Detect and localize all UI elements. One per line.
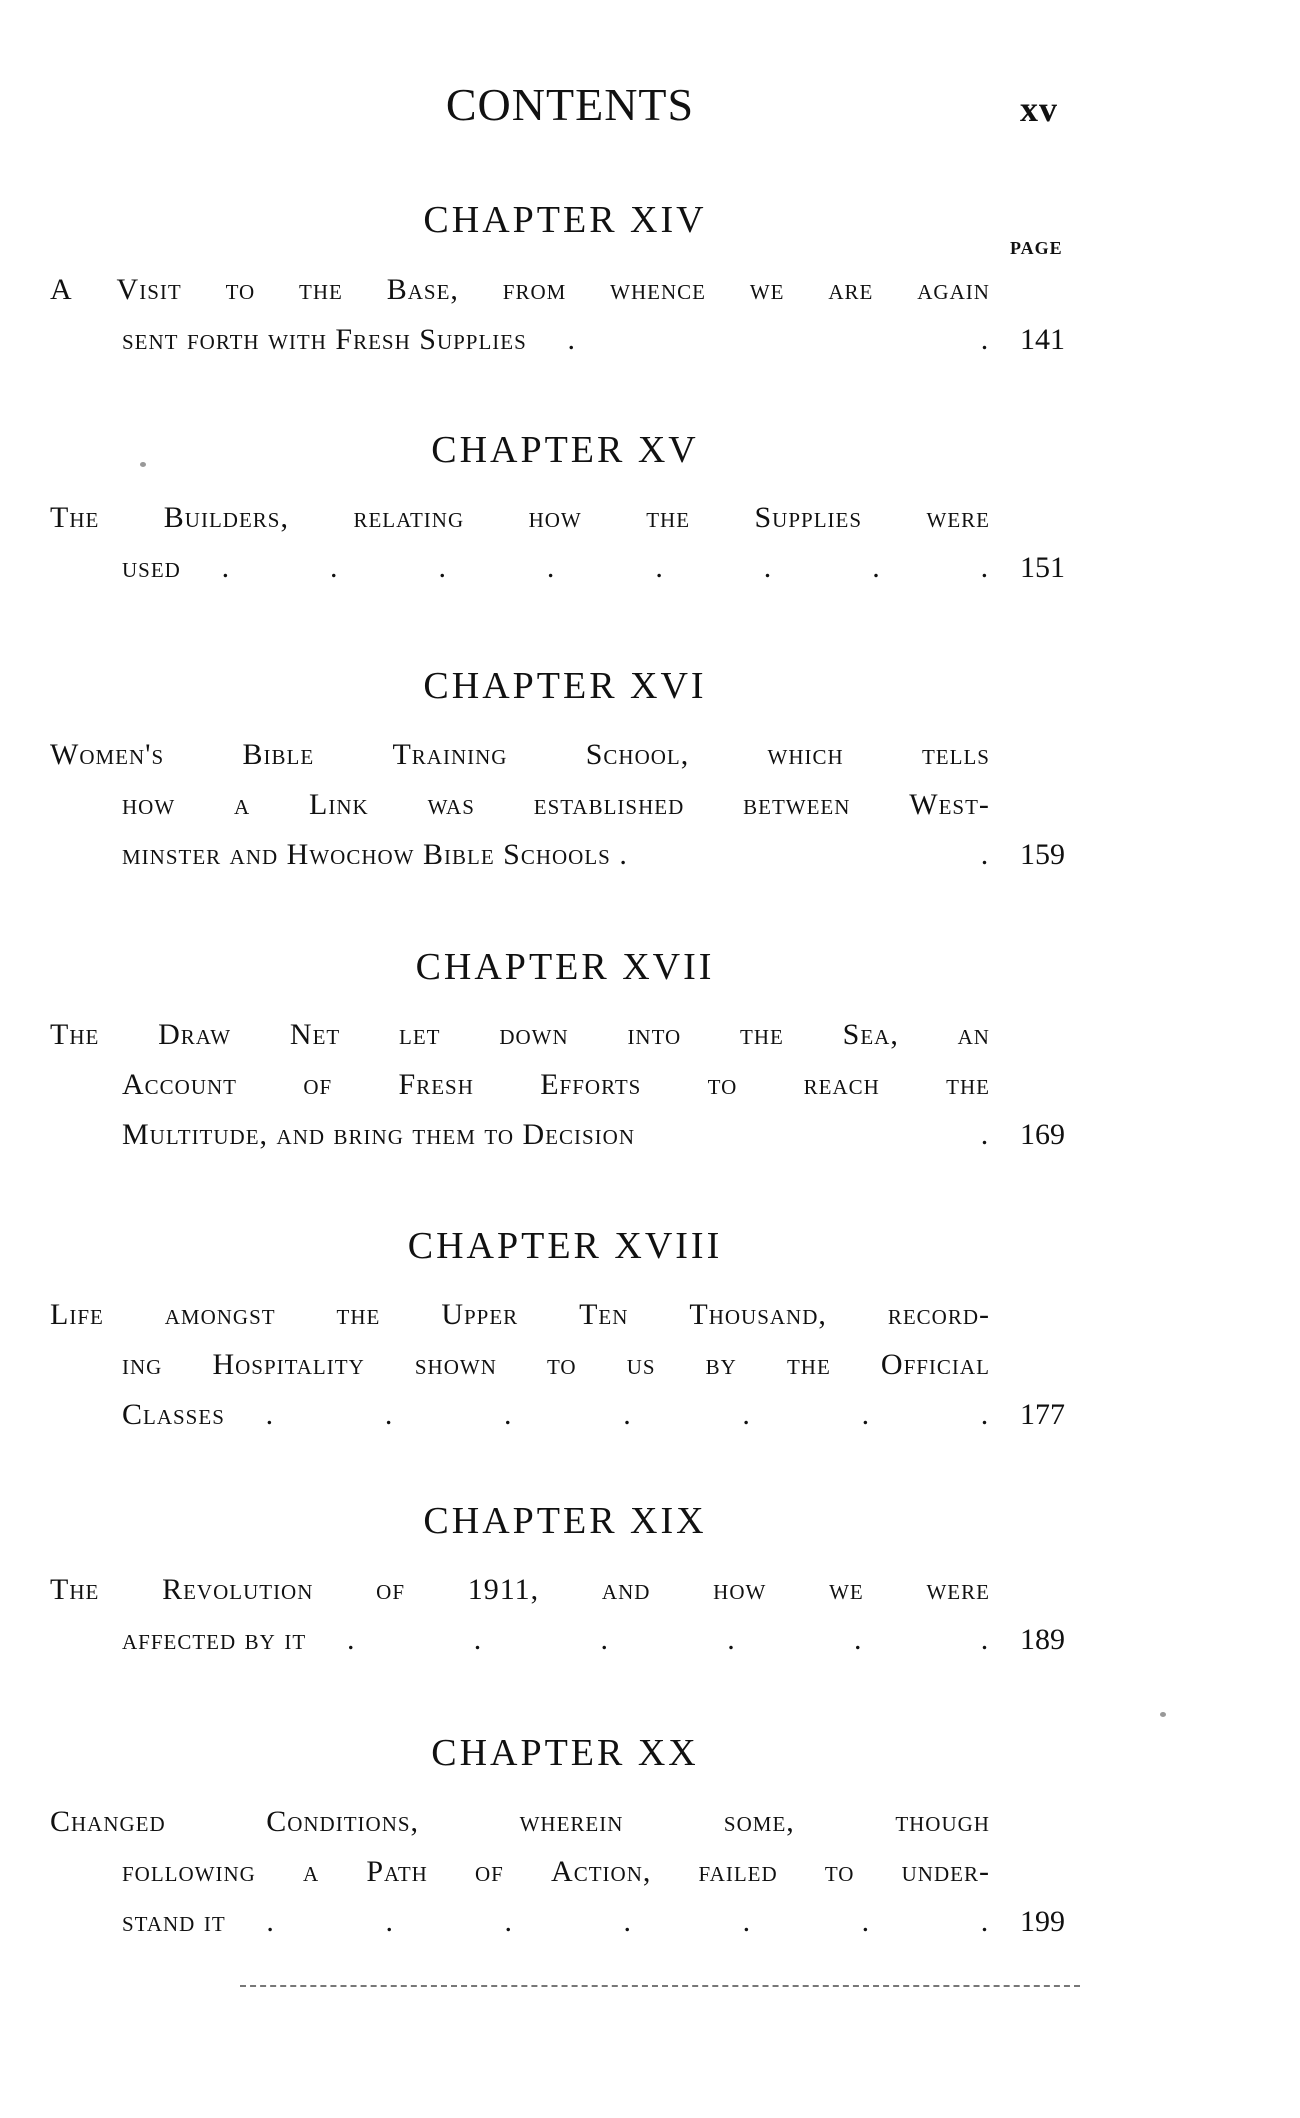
entry-text: stand it <box>122 1905 226 1938</box>
entry-word: failed <box>698 1855 778 1888</box>
entry-word: amongst <box>164 1298 276 1331</box>
page-title: CONTENTS <box>445 79 695 130</box>
entry-word: to <box>225 273 256 306</box>
entry-word: were <box>926 1573 990 1606</box>
entry-word: how <box>528 501 582 534</box>
entry-word: Visit <box>116 273 182 306</box>
entry-line <box>50 730 990 780</box>
page-number: 151 <box>1020 551 1065 584</box>
entry-word: Fresh <box>398 1068 474 1101</box>
entry-line <box>50 1390 1065 1440</box>
entry-word: The <box>50 1573 100 1606</box>
entry-text: minster and Hwochow Bible Schools . <box>122 838 628 871</box>
entry-word: Builders, <box>163 501 289 534</box>
entry-line <box>50 1797 990 1847</box>
entry-word: of <box>303 1068 333 1101</box>
entry-word: Conditions, <box>266 1805 420 1838</box>
entry-word: Action, <box>551 1855 652 1888</box>
entry-line <box>50 1615 1065 1665</box>
entry-text: Multitude, and bring them to Decision <box>122 1118 635 1151</box>
toc-entry[interactable] <box>50 1010 1080 1160</box>
entry-line <box>50 1290 990 1340</box>
entry-word: of <box>475 1855 504 1888</box>
entry-line <box>50 1010 990 1060</box>
entry-word: to <box>707 1068 738 1101</box>
entry-word: Path <box>366 1855 428 1888</box>
toc-entry[interactable] <box>50 265 1080 365</box>
entry-word: established <box>533 788 685 821</box>
entry-word: Revolution <box>162 1573 314 1606</box>
page-number: 189 <box>1020 1623 1065 1656</box>
chapter-heading: CHAPTER XVI <box>423 665 707 707</box>
bottom-rule <box>240 1985 1080 1987</box>
entry-word: tells <box>921 738 990 771</box>
entry-word: Hospitality <box>212 1348 365 1381</box>
entry-word: Base, <box>386 273 459 306</box>
entry-word: Upper <box>441 1298 519 1331</box>
dot-leaders: . . <box>567 323 990 356</box>
toc-entry[interactable] <box>50 493 1080 593</box>
entry-word: The <box>50 501 100 534</box>
entry-word: a <box>302 1855 320 1888</box>
entry-word: the <box>299 273 343 306</box>
entry-word: ing <box>122 1348 163 1381</box>
dot-leaders: . <box>980 838 990 871</box>
chapter-heading: CHAPTER XV <box>431 429 699 471</box>
toc-entry[interactable] <box>50 1565 1080 1665</box>
entry-word: Account <box>122 1068 238 1101</box>
entry-word: whence <box>610 273 706 306</box>
entry-line <box>50 1565 990 1615</box>
entry-word: between <box>743 788 851 821</box>
entry-word: Link <box>309 788 369 821</box>
entry-word: under- <box>901 1855 990 1888</box>
entry-word: a <box>234 788 251 821</box>
entry-word: The <box>50 1018 100 1051</box>
entry-word: Efforts <box>540 1068 642 1101</box>
entry-word: into <box>627 1018 682 1051</box>
entry-word: to <box>546 1348 577 1381</box>
entry-word: wherein <box>519 1805 624 1838</box>
entry-word: we <box>749 273 785 306</box>
entry-word: Life <box>50 1298 104 1331</box>
entry-line <box>50 265 990 315</box>
page-numeral: xv <box>1020 89 1058 129</box>
dot-leaders: . . . . . . . <box>266 1905 990 1938</box>
entry-word: from <box>502 273 567 306</box>
entry-line <box>50 780 990 830</box>
entry-line <box>50 493 990 543</box>
dot-leaders: . . . . . . . . <box>221 551 990 584</box>
entry-word: us <box>626 1348 656 1381</box>
entry-word: by <box>705 1348 737 1381</box>
entry-word: some, <box>723 1805 795 1838</box>
entry-text: affected by it <box>122 1623 307 1656</box>
chapter-heading: CHAPTER XVII <box>415 946 715 988</box>
entry-word: are <box>828 273 874 306</box>
entry-word: School, <box>585 738 690 771</box>
entry-word: reach <box>803 1068 880 1101</box>
entry-word: let <box>399 1018 441 1051</box>
entry-word: Bible <box>242 738 315 771</box>
page-number: 177 <box>1020 1398 1065 1431</box>
entry-word: Thousand, <box>689 1298 827 1331</box>
entry-word: Draw <box>158 1018 232 1051</box>
entry-line <box>50 1060 990 1110</box>
dot-leaders: . <box>980 1118 990 1151</box>
entry-word: the <box>740 1018 784 1051</box>
entry-word: A <box>50 273 73 306</box>
entry-word: shown <box>414 1348 497 1381</box>
entry-word: relating <box>353 501 465 534</box>
entry-word: Net <box>289 1018 341 1051</box>
entry-word: West- <box>909 788 990 821</box>
entry-line <box>50 1897 1065 1947</box>
entry-word: how <box>713 1573 767 1606</box>
entry-word: an <box>957 1018 990 1051</box>
entry-word: the <box>786 1348 831 1381</box>
chapter-heading: CHAPTER XVIII <box>407 1225 723 1267</box>
entry-word: Ten <box>579 1298 629 1331</box>
chapter-heading: CHAPTER XX <box>431 1732 699 1774</box>
entry-line <box>50 830 1065 880</box>
entry-word: the <box>646 501 691 534</box>
entry-word: Sea, <box>842 1018 899 1051</box>
entry-line <box>50 1847 990 1897</box>
entry-word: was <box>427 788 475 821</box>
entry-word: the <box>336 1298 381 1331</box>
toc-entry[interactable] <box>50 1797 1080 1947</box>
entry-word: 1911, <box>467 1573 540 1606</box>
dot-leaders: . . . . . . . <box>265 1398 990 1431</box>
print-speck <box>140 462 146 467</box>
entry-word: Supplies <box>754 501 863 534</box>
entry-line <box>50 543 1065 593</box>
entry-word: again <box>917 273 990 306</box>
entry-text: Classes <box>122 1398 225 1431</box>
entry-word: of <box>376 1573 406 1606</box>
entry-text: used <box>122 551 181 584</box>
entry-line <box>50 1110 1065 1160</box>
entry-word: record- <box>887 1298 990 1331</box>
dot-leaders: . . . . . . <box>346 1623 990 1656</box>
entry-word: we <box>829 1573 864 1606</box>
entry-line <box>50 1340 990 1390</box>
toc-entry[interactable] <box>50 730 1080 880</box>
chapter-heading: CHAPTER XIX <box>423 1500 707 1542</box>
page-number: 159 <box>1020 838 1065 871</box>
entry-word: though <box>895 1805 990 1838</box>
page-number: 199 <box>1020 1905 1065 1938</box>
chapter-heading: CHAPTER XIV <box>423 199 707 241</box>
toc-entry[interactable] <box>50 1290 1080 1440</box>
print-speck <box>1160 1712 1166 1717</box>
entry-word: and <box>601 1573 651 1606</box>
page-number: 169 <box>1020 1118 1065 1151</box>
entry-line <box>50 315 1065 365</box>
entry-word: which <box>767 738 844 771</box>
entry-word: Official <box>880 1348 990 1381</box>
page-number: 141 <box>1020 323 1065 356</box>
entry-word: the <box>946 1068 990 1101</box>
entry-word: Training <box>392 738 508 771</box>
entry-text: sent forth with Fresh Supplies <box>122 323 527 356</box>
entry-word: following <box>122 1855 256 1888</box>
entry-word: how <box>122 788 176 821</box>
entry-word: Changed <box>50 1805 166 1838</box>
entry-word: were <box>926 501 990 534</box>
entry-word: to <box>824 1855 855 1888</box>
page-column-label: PAGE <box>1010 238 1063 258</box>
entry-word: Women's <box>50 738 165 771</box>
entry-word: down <box>499 1018 569 1051</box>
